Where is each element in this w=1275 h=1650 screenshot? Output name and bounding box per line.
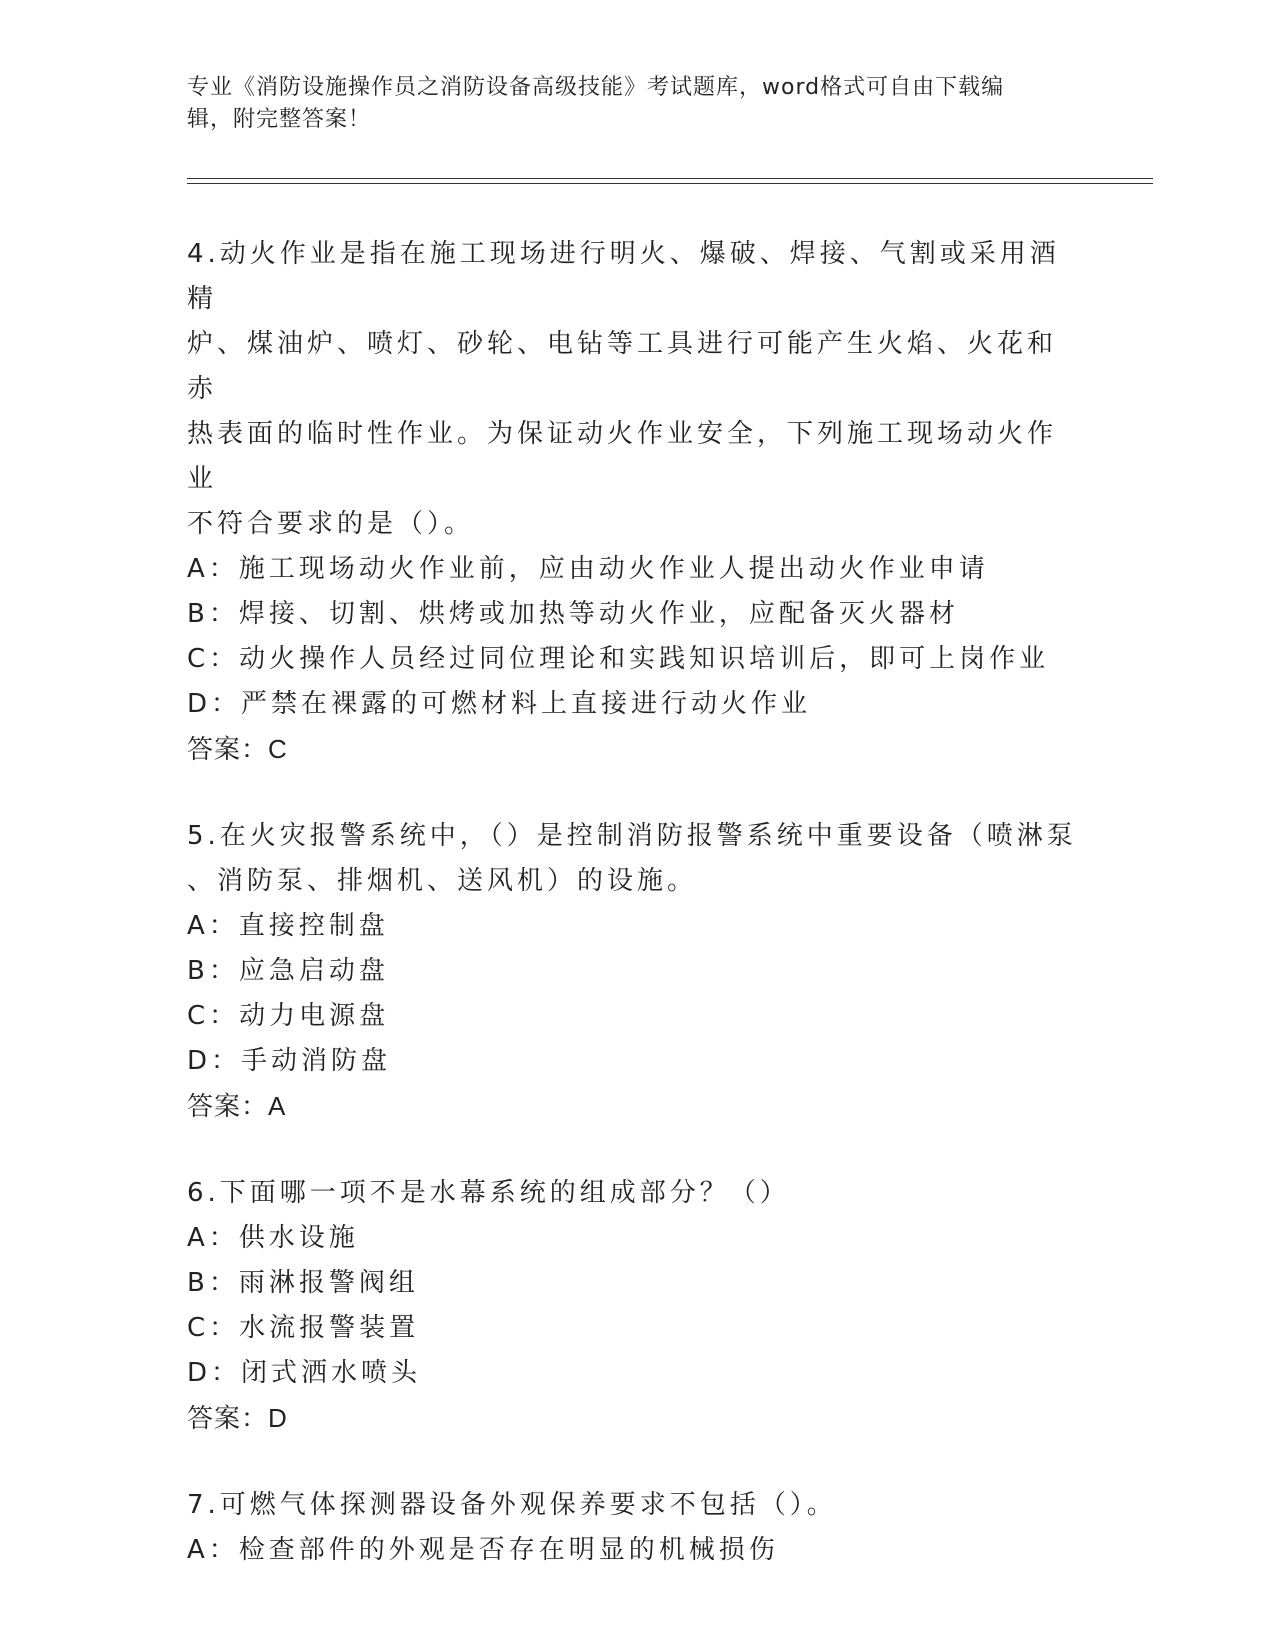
document-header	[187, 72, 1067, 136]
question-stem	[187, 1171, 1077, 1216]
stem-line: 7.可燃气体探测器设备外观保养要求不包括（）。	[187, 1490, 837, 1520]
question-7	[187, 1483, 1077, 1573]
header-line-2: 辑，附完整答案！	[187, 107, 372, 132]
option-c: C：水流报警装置	[187, 1313, 420, 1343]
question-4	[187, 232, 1077, 772]
answer: 答案：A	[187, 1091, 287, 1121]
stem-line: 5.在火灾报警系统中，（）是控制消防报警系统中重要设备（喷淋泵	[187, 821, 1077, 851]
option-a: A：检查部件的外观是否存在明显的机械损伤	[187, 1535, 779, 1565]
option-c: C：动火操作人员经过同位理论和实践知识培训后，即可上岗作业	[187, 644, 1050, 674]
stem-line: 热表面的临时性作业。为保证动火作业安全，下列施工现场动火作业	[187, 419, 1058, 494]
question-5	[187, 814, 1077, 1129]
option-a: A：直接控制盘	[187, 911, 389, 941]
option-b: B：应急启动盘	[187, 956, 389, 986]
question-stem	[187, 232, 1077, 547]
stem-line: 、消防泵、排烟机、送风机）的设施。	[187, 866, 698, 896]
stem-line: 6.下面哪一项不是水幕系统的组成部分？（）	[187, 1178, 790, 1208]
question-list	[187, 232, 1077, 1615]
answer: 答案：D	[187, 1403, 288, 1433]
stem-line: 炉、煤油炉、喷灯、砂轮、电钻等工具进行可能产生火焰、火花和赤	[187, 329, 1058, 404]
stem-line: 4.动火作业是指在施工现场进行明火、爆破、焊接、气割或采用酒精	[187, 239, 1060, 314]
question-6	[187, 1171, 1077, 1441]
option-d: D：闭式洒水喷头	[187, 1358, 422, 1388]
option-d: D：严禁在裸露的可燃材料上直接进行动火作业	[187, 689, 812, 719]
option-a: A：供水设施	[187, 1223, 359, 1253]
option-a: A：施工现场动火作业前，应由动火作业人提出动火作业申请	[187, 554, 989, 584]
option-b: B：焊接、切割、烘烤或加热等动火作业，应配备灭火器材	[187, 599, 959, 629]
option-d: D：手动消防盘	[187, 1046, 392, 1076]
header-line-1: 专业《消防设施操作员之消防设备高级技能》考试题库，word格式可自由下载编	[187, 75, 1005, 100]
option-c: C：动力电源盘	[187, 1001, 390, 1031]
stem-line: 不符合要求的是（）。	[187, 509, 475, 539]
question-stem	[187, 1483, 1077, 1528]
header-divider-top	[187, 178, 1153, 179]
header-divider-bottom	[187, 183, 1153, 184]
option-b: B：雨淋报警阀组	[187, 1268, 419, 1298]
answer: 答案：C	[187, 734, 288, 764]
question-stem	[187, 814, 1077, 904]
